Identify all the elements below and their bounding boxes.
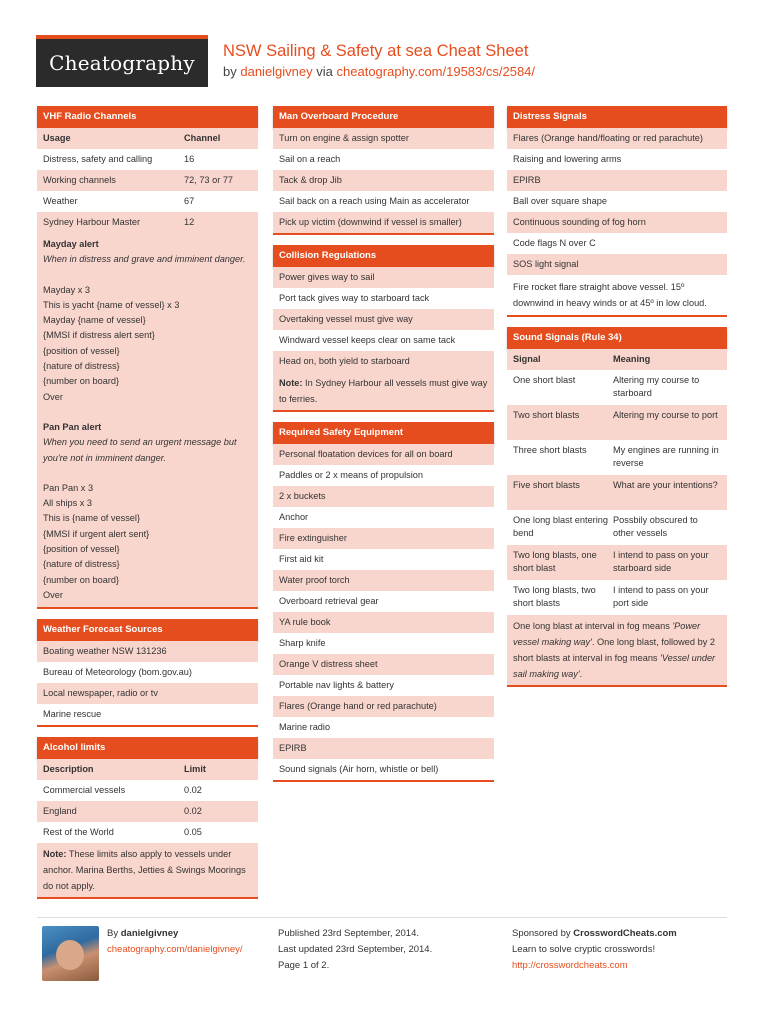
author-avatar[interactable] (42, 926, 99, 981)
column-1 (37, 106, 258, 909)
table-cell: Two long blasts, two short blasts (513, 585, 596, 608)
list-item: Anchor (273, 507, 494, 528)
panpan-line: {MMSI if urgent alert sent} (43, 528, 150, 539)
table-cell: I intend to pass on your starboard side (613, 550, 709, 573)
column-header: Signal (513, 354, 541, 364)
table-row (37, 822, 258, 843)
table-cell: Rest of the World (43, 827, 114, 838)
table-cell: Possbily obscured to other vessels (613, 515, 698, 538)
table-row (507, 580, 727, 615)
table-cell: I intend to pass on your port side (613, 585, 709, 608)
list-item: First aid kit (273, 549, 494, 570)
table-cell: My engines are running in reverse (613, 445, 719, 468)
table-row (507, 370, 727, 405)
table-cell: One short blast (513, 375, 576, 385)
section-title: Distress Signals (507, 106, 727, 128)
footer-author (107, 926, 243, 958)
list-item: SOS light signal (507, 254, 727, 275)
safety-equipment-section (273, 422, 494, 782)
panpan-line: {nature of distress} (43, 559, 120, 570)
list-item: Head on, both yield to starboard (273, 351, 494, 372)
panpan-line: {number on board} (43, 574, 120, 585)
author-link[interactable]: danielgivney (240, 64, 313, 79)
note-text: These limits also apply to vessels under anchor. Marina Berths, Jetties & Swings Moorings do not apply. (43, 849, 246, 892)
fog-signals-note (507, 615, 727, 685)
table-cell: Commercial vessels (43, 785, 126, 796)
mayday-title: Mayday alert (43, 239, 99, 249)
list-item: Overtaking vessel must give way (273, 309, 494, 330)
panpan-line: Over (43, 589, 63, 600)
collision-note (273, 372, 494, 410)
table-cell: 72, 73 or 77 (184, 175, 234, 185)
list-item: Sharp knife (273, 633, 494, 654)
list-item: Continuous sounding of fog horn (507, 212, 727, 233)
note-label: Note: (43, 849, 67, 860)
section-title: Required Safety Equipment (273, 422, 494, 444)
list-item: Orange V distress sheet (273, 654, 494, 675)
list-item: EPIRB (273, 738, 494, 759)
list-item: Tack & drop Jib (273, 170, 494, 191)
alcohol-note (37, 843, 258, 897)
mayday-line: Mayday x 3 (43, 284, 90, 295)
list-item: Flares (Orange hand or red parachute) (273, 696, 494, 717)
updated-date: Last updated 23rd September, 2014. (278, 944, 433, 955)
panpan-description: When you need to send an urgent message but you're not in imminent danger. (43, 437, 237, 463)
column-header: Channel (184, 133, 221, 143)
table-cell: 0.05 (184, 827, 202, 838)
list-item: Boating weather NSW 131236 (37, 641, 258, 662)
list-item: Marine radio (273, 717, 494, 738)
page-footer (37, 917, 727, 987)
column-header: Limit (184, 764, 206, 775)
list-item: 2 x buckets (273, 486, 494, 507)
section-title: VHF Radio Channels (37, 106, 258, 128)
panpan-line: This is {name of vessel} (43, 513, 141, 524)
sound-signals-section (507, 327, 727, 687)
distress-signals-section (507, 106, 727, 317)
table-row (507, 440, 727, 475)
list-item: Local newspaper, radio or tv (37, 683, 258, 704)
published-date: Published 23rd September, 2014. (278, 928, 420, 939)
section-title: Collision Regulations (273, 245, 494, 267)
section-title: Sound Signals (Rule 34) (507, 327, 727, 349)
table-cell: 12 (184, 217, 195, 227)
table-cell: 0.02 (184, 785, 202, 796)
mayday-line: {number on board} (43, 376, 120, 387)
list-item: Port tack gives way to starboard tack (273, 288, 494, 309)
fog-meaning: 'Vessel under sail making way' (513, 653, 716, 679)
page-title: NSW Sailing & Safety at sea Cheat Sheet (223, 42, 529, 60)
footer-by-label: By (107, 928, 119, 939)
column-header: Usage (43, 133, 71, 143)
table-row (507, 545, 727, 580)
table-header (507, 349, 727, 370)
table-row (507, 405, 727, 440)
table-cell: One long blast entering bend (513, 515, 609, 538)
table-cell: 0.02 (184, 806, 202, 817)
table-row (37, 212, 258, 233)
list-item: Portable nav lights & battery (273, 675, 494, 696)
sponsor-link[interactable]: http://crosswordcheats.com (512, 960, 628, 971)
collision-section (273, 245, 494, 412)
list-item: Paddles or 2 x means of propulsion (273, 465, 494, 486)
table-cell: 67 (184, 196, 195, 206)
table-cell: Weather (43, 196, 78, 206)
by-label: by (223, 64, 237, 79)
table-cell: What are your intentions? (613, 480, 718, 490)
table-cell: Three short blasts (513, 445, 587, 455)
mayday-line: {position of vessel} (43, 345, 120, 356)
via-label: via (316, 64, 333, 79)
title-block (223, 42, 535, 79)
mayday-line: {nature of distress} (43, 361, 120, 372)
column-2 (273, 106, 494, 792)
fog-text: . (579, 669, 583, 679)
footer-publish-info (278, 926, 432, 974)
mayday-line: Mayday {name of vessel} (43, 315, 146, 326)
table-cell: Altering my course to port (613, 410, 718, 420)
list-item: YA rule book (273, 612, 494, 633)
section-title: Alcohol limits (37, 737, 258, 759)
panpan-line: All ships x 3 (43, 498, 93, 509)
note-label: Note: (279, 378, 303, 388)
list-item: Fire rocket flare straight above vessel. 15º downwind in heavy winds or at 45º in low cloud. (507, 275, 727, 315)
list-item: Sound signals (Air horn, whistle or bell) (273, 759, 494, 780)
list-item: Bureau of Meteorology (bom.gov.au) (37, 662, 258, 683)
table-row (37, 780, 258, 801)
table-header (37, 128, 258, 149)
table-cell: Five short blasts (513, 480, 580, 490)
alcohol-section (37, 737, 258, 899)
list-item: Fire extinguisher (273, 528, 494, 549)
sponsored-by-label: Sponsored by (512, 928, 574, 939)
list-item: EPIRB (507, 170, 727, 191)
sponsor-name: CrosswordCheats.com (573, 928, 677, 939)
cheatography-logo[interactable] (36, 35, 208, 87)
column-header: Description (43, 764, 94, 775)
sponsor-text: Learn to solve cryptic crosswords! (512, 944, 656, 955)
table-cell: Distress, safety and calling (43, 154, 153, 164)
logo-text: Cheatography (49, 51, 195, 75)
table-cell: England (43, 806, 77, 817)
list-item: Raising and lowering arms (507, 149, 727, 170)
column-3 (507, 106, 727, 697)
mayday-description: When in distress and grave and imminent danger. (43, 254, 246, 265)
list-item: Sail on a reach (273, 149, 494, 170)
list-item: Sail back on a reach using Main as accelerator (273, 191, 494, 212)
footer-author-link[interactable]: cheatography.com/danielgivney/ (107, 944, 243, 955)
page-number: Page 1 of 2. (278, 960, 330, 971)
table-header (37, 759, 258, 780)
table-cell: Two long blasts, one short blast (513, 550, 597, 573)
list-item: Turn on engine & assign spotter (273, 128, 494, 149)
fog-meaning: 'Power vessel making way' (513, 621, 701, 647)
column-header: Meaning (613, 354, 651, 364)
footer-sponsor (512, 926, 677, 974)
list-item: Pick up victim (downwind if vessel is smaller) (273, 212, 494, 233)
weather-section (37, 619, 258, 727)
list-item: Water proof torch (273, 570, 494, 591)
table-row (37, 149, 258, 170)
radio-alert-procedures (37, 233, 258, 607)
panpan-line: Pan Pan x 3 (43, 482, 94, 493)
list-item: Power gives way to sail (273, 267, 494, 288)
section-title: Weather Forecast Sources (37, 619, 258, 641)
mayday-line: Over (43, 391, 63, 402)
list-item: Code flags N over C (507, 233, 727, 254)
list-item: Personal floatation devices for all on board (273, 444, 494, 465)
table-cell: 16 (184, 154, 195, 164)
panpan-title: Pan Pan alert (43, 421, 102, 432)
table-cell: Working channels (43, 175, 116, 185)
fog-text: One long blast at interval in fog means (513, 621, 673, 631)
table-row (507, 510, 727, 545)
list-item: Ball over square shape (507, 191, 727, 212)
table-cell: Two short blasts (513, 410, 580, 420)
table-row (507, 475, 727, 510)
mayday-line: This is yacht {name of vessel} x 3 (43, 299, 180, 310)
fog-text: . One long blast, followed by 2 short blasts at interval in fog means (513, 637, 715, 663)
sheet-url-link[interactable]: cheatography.com/19583/cs/2584/ (336, 64, 536, 79)
footer-author-name: danielgivney (120, 928, 179, 939)
table-row (37, 801, 258, 822)
man-overboard-section (273, 106, 494, 235)
table-row (37, 170, 258, 191)
table-cell: Altering my course to starboard (613, 375, 700, 398)
mayday-line: {MMSI if distress alert sent} (43, 330, 155, 341)
note-text: In Sydney Harbour all vessels must give way to ferries. (279, 378, 488, 404)
list-item: Flares (Orange hand/floating or red parachute) (507, 128, 727, 149)
byline (223, 64, 535, 79)
vhf-section (37, 106, 258, 609)
list-item: Marine rescue (37, 704, 258, 725)
list-item: Windward vessel keeps clear on same tack (273, 330, 494, 351)
section-title: Man Overboard Procedure (273, 106, 494, 128)
panpan-line: {position of vessel} (43, 544, 120, 555)
list-item: Overboard retrieval gear (273, 591, 494, 612)
table-row (37, 191, 258, 212)
table-cell: Sydney Harbour Master (43, 217, 141, 227)
